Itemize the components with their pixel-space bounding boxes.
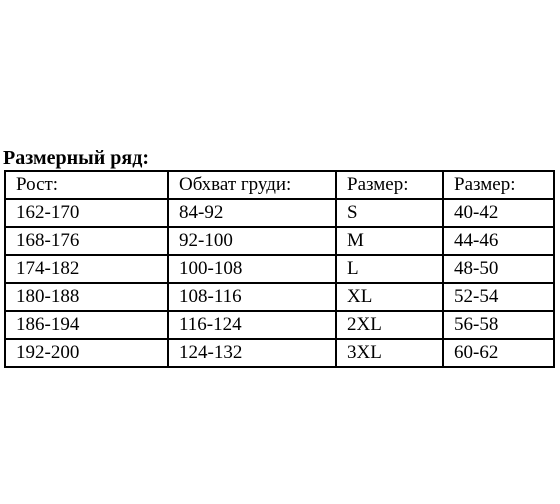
cell-height: 186-194 [5,311,168,339]
cell-size-letter: M [336,227,443,255]
cell-size-letter: 2XL [336,311,443,339]
header-size-letter: Размер: [336,171,443,199]
cell-chest: 124-132 [168,339,336,367]
cell-chest: 116-124 [168,311,336,339]
cell-chest: 92-100 [168,227,336,255]
cell-size-number: 44-46 [443,227,554,255]
table-row [5,255,554,283]
cell-size-letter: 3XL [336,339,443,367]
cell-height: 162-170 [5,199,168,227]
cell-size-number: 60-62 [443,339,554,367]
cell-size-number: 48-50 [443,255,554,283]
header-chest: Обхват груди: [168,171,336,199]
header-size-number: Размер: [443,171,554,199]
cell-chest: 108-116 [168,283,336,311]
cell-size-letter: L [336,255,443,283]
cell-size-letter: XL [336,283,443,311]
header-height: Рост: [5,171,168,199]
cell-height: 168-176 [5,227,168,255]
size-table [4,170,555,368]
page-title: Размерный ряд: [3,147,149,169]
table-row [5,227,554,255]
cell-size-number: 40-42 [443,199,554,227]
cell-size-number: 56-58 [443,311,554,339]
table-row [5,339,554,367]
cell-size-number: 52-54 [443,283,554,311]
cell-chest: 84-92 [168,199,336,227]
cell-height: 192-200 [5,339,168,367]
cell-height: 180-188 [5,283,168,311]
cell-chest: 100-108 [168,255,336,283]
cell-height: 174-182 [5,255,168,283]
table-row [5,283,554,311]
table-row [5,311,554,339]
table-row [5,199,554,227]
table-header-row [5,171,554,199]
cell-size-letter: S [336,199,443,227]
